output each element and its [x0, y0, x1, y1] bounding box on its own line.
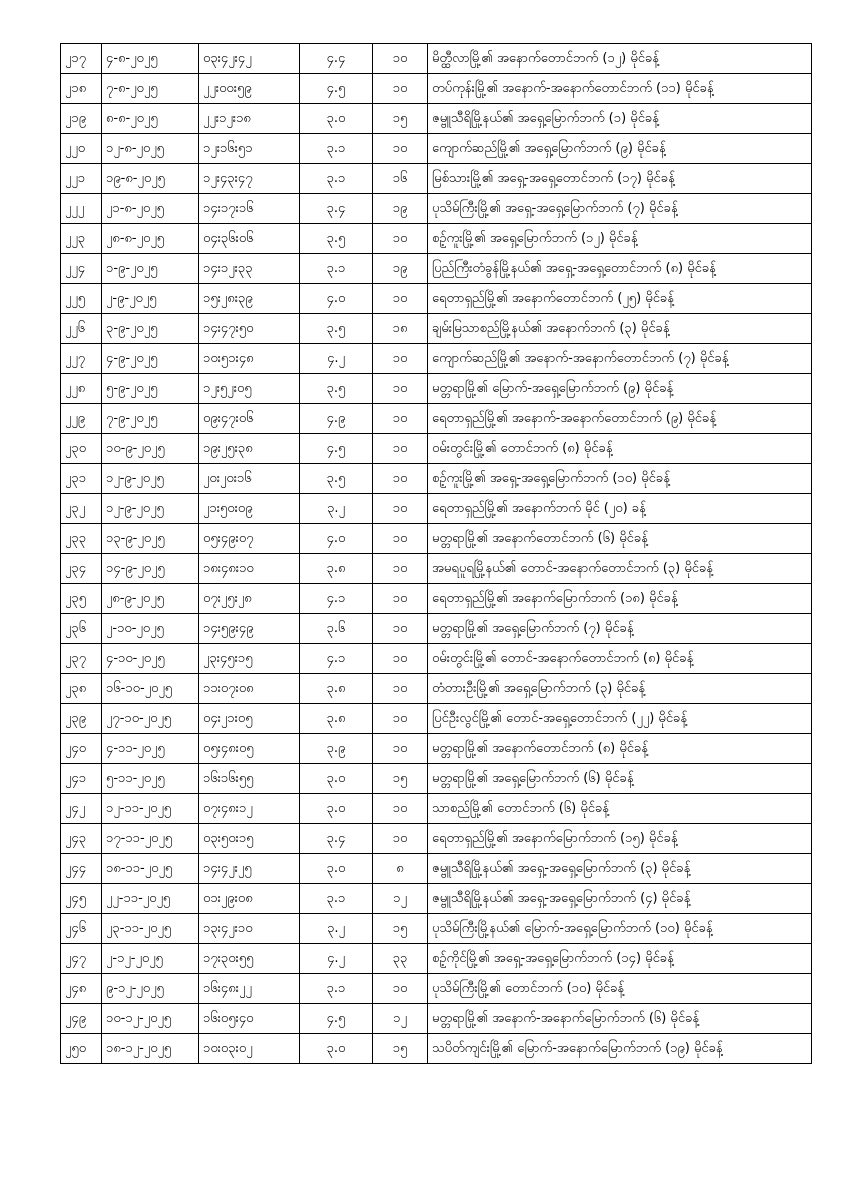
cell-magnitude: ၃.၀: [300, 854, 373, 884]
cell-depth: ၁၀: [373, 524, 428, 554]
cell-depth: ၁၀: [373, 44, 428, 74]
cell-depth: ၁၆: [373, 164, 428, 194]
cell-depth: ၁၀: [373, 584, 428, 614]
cell-magnitude: ၃.၁: [300, 974, 373, 1004]
cell-location: အမရပူရမြို့နယ်၏ တောင်-အနောက်တောင်ဘက် (၃) မိုင်ခန့်: [428, 554, 812, 584]
cell-date: ၄-၁၁-၂၀၂၅: [102, 734, 199, 764]
cell-time: ၁၃း၄၂း၁၀: [199, 914, 300, 944]
cell-event-number: ၂၂၀: [61, 134, 102, 164]
cell-time: ၂၂း၁၂း၁၈: [199, 104, 300, 134]
cell-location: ဇမ္ဗူသီရိမြို့နယ်၏ အရှေ့-အရှေ့မြောက်ဘက် (၃) မိုင်ခန့်: [428, 854, 812, 884]
cell-event-number: ၂၁၈: [61, 74, 102, 104]
cell-location: ဝမ်းတွင်းမြို့၏ တောင်-အနောက်တောင်ဘက် (၈) မိုင်ခန့်: [428, 644, 812, 674]
cell-location: တပ်ကုန်းမြို့၏ အနောက်-အနောက်တောင်ဘက် (၁၁) မိုင်ခန့်: [428, 74, 812, 104]
cell-depth: ၁၀: [373, 704, 428, 734]
cell-magnitude: ၄.၅: [300, 1004, 373, 1034]
cell-time: ၂၀း၂၀း၁၆: [199, 464, 300, 494]
cell-time: ၁၈း၄၈း၁၀: [199, 554, 300, 584]
cell-date: ၁၀-၉-၂၀၂၅: [102, 434, 199, 464]
cell-event-number: ၂၄၀: [61, 734, 102, 764]
cell-date: ၂၈-၈-၂၀၂၅: [102, 224, 199, 254]
cell-depth: ၁၅: [373, 914, 428, 944]
cell-event-number: ၂၄၂: [61, 794, 102, 824]
cell-event-number: ၂၂၇: [61, 344, 102, 374]
cell-depth: ၁၅: [373, 104, 428, 134]
cell-event-number: ၂၃၀: [61, 434, 102, 464]
cell-date: ၄-၉-၂၀၂၅: [102, 344, 199, 374]
cell-magnitude: ၃.၅: [300, 314, 373, 344]
cell-event-number: ၂၂၁: [61, 164, 102, 194]
cell-magnitude: ၃.၅: [300, 224, 373, 254]
cell-location: ရေတာရှည်မြို့၏ အနောက်တောင်ဘက် (၂၅) မိုင်ခန့်: [428, 284, 812, 314]
cell-event-number: ၂၂၃: [61, 224, 102, 254]
cell-event-number: ၂၃၆: [61, 614, 102, 644]
cell-depth: ၁၀: [373, 224, 428, 254]
table-row: [61, 464, 812, 494]
cell-time: ၀၇း၂၅း၂၈: [199, 584, 300, 614]
cell-time: ၁၉း၂၅း၃၈: [199, 434, 300, 464]
cell-location: သပိတ်ကျင်းမြို့၏ မြောက်-အနောက်မြောက်ဘက် (၁၉) မိုင်ခန့်: [428, 1034, 812, 1064]
cell-depth: ၁၀: [373, 824, 428, 854]
table-row: [61, 524, 812, 554]
cell-event-number: ၂၄၅: [61, 884, 102, 914]
cell-time: ၁၄း၅၉း၄၉: [199, 614, 300, 644]
cell-date: ၁၂-၉-၂၀၂၅: [102, 494, 199, 524]
cell-depth: ၁၀: [373, 404, 428, 434]
table-row: [61, 194, 812, 224]
cell-location: ပြည်ကြီးတံခွန်မြို့နယ်၏ အရှေ့-အရှေ့တောင်ဘက် (၈) မိုင်ခန့်: [428, 254, 812, 284]
cell-location: ပြင်ဦးလွင်မြို့၏ တောင်-အရှေ့တောင်ဘက် (၂၂) မိုင်ခန့်: [428, 704, 812, 734]
cell-location: တံတားဦးမြို့၏ အရှေ့မြောက်ဘက် (၃) မိုင်ခန့်: [428, 674, 812, 704]
cell-depth: ၁၉: [373, 254, 428, 284]
cell-time: ၀၄း၂၁း၀၅: [199, 704, 300, 734]
cell-time: ၁၂း၄၃း၄၇: [199, 164, 300, 194]
cell-time: ၁၄း၄၇း၅၀: [199, 314, 300, 344]
cell-magnitude: ၄.၀: [300, 524, 373, 554]
cell-location: စဉ့်ကူးမြို့၏ အရှေ့-အရှေ့မြောက်ဘက် (၁၀) မိုင်ခန့်: [428, 464, 812, 494]
cell-depth: ၁၀: [373, 284, 428, 314]
table-row: [61, 554, 812, 584]
table-row: [61, 494, 812, 524]
cell-time: ၀၁း၂၉း၀၈: [199, 884, 300, 914]
cell-magnitude: ၃.၆: [300, 614, 373, 644]
table-row: [61, 224, 812, 254]
cell-location: ကျောက်ဆည်မြို့၏ အရှေ့မြောက်ဘက် (၉) မိုင်ခန့်: [428, 134, 812, 164]
cell-event-number: ၂၃၃: [61, 524, 102, 554]
cell-depth: ၁၀: [373, 344, 428, 374]
cell-depth: ၁၈: [373, 314, 428, 344]
cell-date: ၂-၉-၂၀၂၅: [102, 284, 199, 314]
cell-date: ၁၂-၁၁-၂၀၂၅: [102, 794, 199, 824]
cell-time: ၁၀း၀၃း၀၂: [199, 1034, 300, 1064]
cell-depth: ၁၉: [373, 194, 428, 224]
cell-time: ၁၄း၁၇း၁၆: [199, 194, 300, 224]
cell-date: ၇-၉-၂၀၂၅: [102, 404, 199, 434]
table-row: [61, 584, 812, 614]
cell-time: ၁၅း၂၈း၃၉: [199, 284, 300, 314]
cell-location: ဝမ်းတွင်းမြို့၏ တောင်ဘက် (၈) မိုင်ခန့်: [428, 434, 812, 464]
cell-magnitude: ၃.၁: [300, 164, 373, 194]
cell-time: ၀၃း၄၂း၄၂: [199, 44, 300, 74]
cell-magnitude: ၃.၄: [300, 824, 373, 854]
cell-depth: ၁၀: [373, 644, 428, 674]
cell-date: ၁၆-၁၀-၂၀၂၅: [102, 674, 199, 704]
table-row: [61, 134, 812, 164]
table-row: [61, 704, 812, 734]
cell-time: ၁၇း၃၀း၅၅: [199, 944, 300, 974]
cell-depth: ၈: [373, 854, 428, 884]
cell-magnitude: ၃.၂: [300, 494, 373, 524]
cell-magnitude: ၄.၂: [300, 344, 373, 374]
cell-date: ၂-၁၀-၂၀၂၅: [102, 614, 199, 644]
table-row: [61, 314, 812, 344]
cell-magnitude: ၄.၅: [300, 74, 373, 104]
cell-date: ၂၂-၁၁-၂၀၂၅: [102, 884, 199, 914]
cell-magnitude: ၃.၈: [300, 704, 373, 734]
cell-date: ၂၇-၁၀-၂၀၂၅: [102, 704, 199, 734]
cell-date: ၈-၈-၂၀၂၅: [102, 104, 199, 134]
table-row: [61, 284, 812, 314]
cell-magnitude: ၃.၈: [300, 674, 373, 704]
cell-magnitude: ၃.၀: [300, 104, 373, 134]
cell-date: ၂၈-၉-၂၀၂၅: [102, 584, 199, 614]
table-row: [61, 614, 812, 644]
cell-date: ၇-၈-၂၀၂၅: [102, 74, 199, 104]
cell-location: ပုသိမ်ကြီးမြို့နယ်၏ မြောက်-အရှေ့မြောက်ဘက် (၁၀) မိုင်ခန့်: [428, 914, 812, 944]
cell-date: ၂၃-၁၁-၂၀၂၅: [102, 914, 199, 944]
cell-time: ၂၂း၀၀း၅၉: [199, 74, 300, 104]
cell-event-number: ၂၄၇: [61, 944, 102, 974]
cell-depth: ၁၂: [373, 1004, 428, 1034]
cell-time: ၀၅း၄၈း၀၅: [199, 734, 300, 764]
cell-magnitude: ၃.၀: [300, 794, 373, 824]
table-row: [61, 164, 812, 194]
cell-depth: ၁၅: [373, 1034, 428, 1064]
cell-depth: ၁၀: [373, 74, 428, 104]
table-row: [61, 644, 812, 674]
cell-magnitude: ၄.၁: [300, 644, 373, 674]
cell-date: ၁၄-၉-၂၀၂၅: [102, 554, 199, 584]
cell-event-number: ၂၂၆: [61, 314, 102, 344]
cell-depth: ၁၀: [373, 464, 428, 494]
cell-depth: ၁၀: [373, 134, 428, 164]
cell-date: ၅-၉-၂၀၂၅: [102, 374, 199, 404]
table-row: [61, 254, 812, 284]
cell-date: ၁၉-၈-၂၀၂၅: [102, 164, 199, 194]
cell-time: ၂၃း၄၅း၁၅: [199, 644, 300, 674]
cell-event-number: ၂၁၉: [61, 104, 102, 134]
cell-event-number: ၂၂၄: [61, 254, 102, 284]
cell-event-number: ၂၃၄: [61, 554, 102, 584]
table-row: [61, 824, 812, 854]
table-row: [61, 1034, 812, 1064]
cell-event-number: ၂၁၇: [61, 44, 102, 74]
cell-magnitude: ၃.၈: [300, 554, 373, 584]
cell-date: ၄-၁၀-၂၀၂၅: [102, 644, 199, 674]
cell-depth: ၁၀: [373, 614, 428, 644]
cell-magnitude: ၃.၁: [300, 884, 373, 914]
cell-date: ၁-၉-၂၀၂၅: [102, 254, 199, 284]
cell-date: ၁၀-၁၂-၂၀၂၅: [102, 1004, 199, 1034]
cell-magnitude: ၄.၂: [300, 944, 373, 974]
table-row: [61, 74, 812, 104]
table-row: [61, 914, 812, 944]
cell-time: ၁၆း၄၈း၂၂: [199, 974, 300, 1004]
cell-depth: ၁၅: [373, 764, 428, 794]
cell-location: ကျောက်ဆည်မြို့၏ အနောက်-အနောက်တောင်ဘက် (၇) မိုင်ခန့်: [428, 344, 812, 374]
cell-date: ၂-၁၂-၂၀၂၅: [102, 944, 199, 974]
cell-event-number: ၂၄၃: [61, 824, 102, 854]
cell-depth: ၁၀: [373, 434, 428, 464]
cell-location: သာစည်မြို့၏ တောင်ဘက် (၆) မိုင်ခန့်: [428, 794, 812, 824]
cell-event-number: ၂၃၈: [61, 674, 102, 704]
cell-time: ၁၂း၁၆း၅၁: [199, 134, 300, 164]
cell-event-number: ၂၃၇: [61, 644, 102, 674]
cell-event-number: ၂၃၉: [61, 704, 102, 734]
table-row: [61, 884, 812, 914]
cell-magnitude: ၃.၀: [300, 764, 373, 794]
table-row: [61, 344, 812, 374]
cell-event-number: ၂၅၀: [61, 1034, 102, 1064]
cell-time: ၀၄း၃၆း၀၆: [199, 224, 300, 254]
cell-magnitude: ၃.၁: [300, 134, 373, 164]
cell-time: ၀၃း၅၀း၁၅: [199, 824, 300, 854]
cell-depth: ၁၀: [373, 494, 428, 524]
cell-location: ဇမ္ဗူသီရိမြို့နယ်၏ အရှေ့မြောက်ဘက် (၁) မိုင်ခန့်: [428, 104, 812, 134]
cell-time: ၁၂း၅၂း၀၅: [199, 374, 300, 404]
table-row: [61, 944, 812, 974]
table-row: [61, 974, 812, 1004]
cell-location: ရေတာရှည်မြို့၏ အနောက်ဘက် မိုင် (၂၀) ခန့်: [428, 494, 812, 524]
cell-location: ရေတာရှည်မြို့၏ အနောက်မြောက်ဘက် (၁၅) မိုင်ခန့်: [428, 824, 812, 854]
cell-depth: ၁၀: [373, 554, 428, 584]
cell-location: မတ္တရာမြို့၏ မြောက်-အရှေ့မြောက်ဘက် (၉) မိုင်ခန့်: [428, 374, 812, 404]
table-row: [61, 764, 812, 794]
cell-magnitude: ၃.၁: [300, 254, 373, 284]
cell-magnitude: ၃.၀: [300, 1034, 373, 1064]
cell-depth: ၁၀: [373, 374, 428, 404]
cell-location: ပုသိမ်ကြီးမြို့၏ တောင်ဘက် (၁၀) မိုင်ခန့်: [428, 974, 812, 1004]
cell-time: ၁၀း၅၁း၄၈: [199, 344, 300, 374]
cell-date: ၁၃-၉-၂၀၂၅: [102, 524, 199, 554]
cell-event-number: ၂၂၅: [61, 284, 102, 314]
cell-location: မတ္တရာမြို့၏ အရှေ့မြောက်ဘက် (၆) မိုင်ခန့်: [428, 764, 812, 794]
cell-magnitude: ၄.၄: [300, 44, 373, 74]
table-row: [61, 404, 812, 434]
cell-time: ၁၆း၀၅း၄၀: [199, 1004, 300, 1034]
cell-event-number: ၂၂၉: [61, 404, 102, 434]
cell-depth: ၁၀: [373, 734, 428, 764]
cell-date: ၂၁-၈-၂၀၂၅: [102, 194, 199, 224]
cell-location: မတ္တရာမြို့၏ အနောက်-အနောက်မြောက်ဘက် (၆) မိုင်ခန့်: [428, 1004, 812, 1034]
cell-time: ၁၁း၀၇း၀၈: [199, 674, 300, 704]
cell-location: ဇမ္ဗူသီရိမြို့နယ်၏ အရှေ့-အရှေ့မြောက်ဘက် (၄) မိုင်ခန့်: [428, 884, 812, 914]
cell-depth: ၁၀: [373, 794, 428, 824]
cell-magnitude: ၄.၅: [300, 434, 373, 464]
cell-event-number: ၂၂၂: [61, 194, 102, 224]
cell-depth: ၃၃: [373, 944, 428, 974]
cell-time: ၁၄း၄၂း၂၅: [199, 854, 300, 884]
cell-location: မတ္တရာမြို့၏ အနောက်တောင်ဘက် (၆) မိုင်ခန့်: [428, 524, 812, 554]
cell-event-number: ၂၄၈: [61, 974, 102, 1004]
cell-date: ၁၈-၁၁-၂၀၂၅: [102, 854, 199, 884]
cell-time: ၀၇း၄၈း၁၂: [199, 794, 300, 824]
cell-time: ၀၉း၄၇း၀၆: [199, 404, 300, 434]
cell-magnitude: ၄.၁: [300, 584, 373, 614]
cell-event-number: ၂၂၈: [61, 374, 102, 404]
cell-location: ချမ်းမြသာစည်မြို့နယ်၏ အနောက်ဘက် (၃) မိုင်ခန့်: [428, 314, 812, 344]
cell-date: ၃-၉-၂၀၂၅: [102, 314, 199, 344]
cell-date: ၁၂-၈-၂၀၂၅: [102, 134, 199, 164]
cell-location: မိတ္ထီလာမြို့၏ အနောက်တောင်ဘက် (၁၂) မိုင်ခန့်: [428, 44, 812, 74]
cell-location: မတ္တရာမြို့၏ အရှေ့မြောက်ဘက် (၇) မိုင်ခန့်: [428, 614, 812, 644]
cell-time: ၁၆း၁၆း၅၅: [199, 764, 300, 794]
table-row: [61, 794, 812, 824]
table-row: [61, 434, 812, 464]
cell-location: စဉ့်ကူးမြို့၏ အရှေ့မြောက်ဘက် (၁၂) မိုင်ခန့်: [428, 224, 812, 254]
table-row: [61, 374, 812, 404]
cell-location: စဉ့်ကိုင်မြို့၏ အရှေ့-အရှေ့မြောက်ဘက် (၁၄) မိုင်ခန့်: [428, 944, 812, 974]
cell-magnitude: ၄.၀: [300, 284, 373, 314]
cell-magnitude: ၃.၄: [300, 194, 373, 224]
cell-location: ရေတာရှည်မြို့၏ အနောက်-အနောက်တောင်ဘက် (၉) မိုင်ခန့်: [428, 404, 812, 434]
cell-time: ၂၁း၅၀း၀၉: [199, 494, 300, 524]
cell-date: ၉-၁၂-၂၀၂၅: [102, 974, 199, 1004]
cell-event-number: ၂၃၂: [61, 494, 102, 524]
cell-date: ၁၈-၁၂-၂၀၂၅: [102, 1034, 199, 1064]
cell-depth: ၁၂: [373, 884, 428, 914]
cell-event-number: ၂၃၁: [61, 464, 102, 494]
cell-location: ပုသိမ်ကြီးမြို့၏ အရှေ့-အရှေ့မြောက်ဘက် (၇) မိုင်ခန့်: [428, 194, 812, 224]
cell-date: ၅-၁၁-၂၀၂၅: [102, 764, 199, 794]
cell-magnitude: ၃.၂: [300, 914, 373, 944]
table-row: [61, 674, 812, 704]
cell-location: ရေတာရှည်မြို့၏ အနောက်မြောက်ဘက် (၁၈) မိုင်ခန့်: [428, 584, 812, 614]
cell-date: ၄-၈-၂၀၂၅: [102, 44, 199, 74]
cell-event-number: ၂၃၅: [61, 584, 102, 614]
cell-event-number: ၂၄၄: [61, 854, 102, 884]
cell-time: ၁၄း၁၂း၃၃: [199, 254, 300, 284]
table-row: [61, 854, 812, 884]
table-row: [61, 1004, 812, 1034]
cell-location: မြစ်သားမြို့၏ အရှေ့-အရှေ့တောင်ဘက် (၁၇) မိုင်ခန့်: [428, 164, 812, 194]
table-row: [61, 104, 812, 134]
cell-event-number: ၂၄၆: [61, 914, 102, 944]
cell-time: ၀၅း၄၉း၀၇: [199, 524, 300, 554]
earthquake-table: [60, 43, 812, 1064]
table-row: [61, 734, 812, 764]
cell-event-number: ၂၄၁: [61, 764, 102, 794]
cell-location: မတ္တရာမြို့၏ အနောက်တောင်ဘက် (၈) မိုင်ခန့်: [428, 734, 812, 764]
table-body: [61, 44, 812, 1064]
cell-date: ၁၂-၉-၂၀၂၅: [102, 464, 199, 494]
cell-magnitude: ၃.၉: [300, 734, 373, 764]
cell-date: ၁၇-၁၁-၂၀၂၅: [102, 824, 199, 854]
cell-magnitude: ၃.၅: [300, 464, 373, 494]
cell-event-number: ၂၄၉: [61, 1004, 102, 1034]
cell-depth: ၁၀: [373, 974, 428, 1004]
cell-magnitude: ၃.၅: [300, 374, 373, 404]
table-row: [61, 44, 812, 74]
cell-depth: ၁၀: [373, 674, 428, 704]
cell-magnitude: ၄.၉: [300, 404, 373, 434]
